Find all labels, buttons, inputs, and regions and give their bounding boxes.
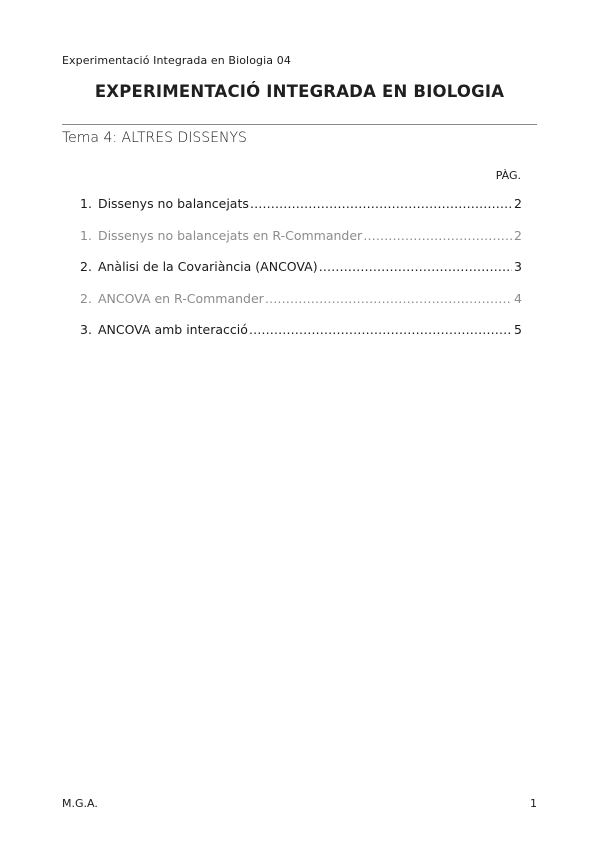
toc-entry-page: 2 bbox=[514, 227, 522, 243]
toc-entry-title: Anàlisi de la Covariància (ANCOVA) bbox=[97, 259, 318, 274]
toc-entry-number: 1. bbox=[80, 227, 92, 243]
footer-page-number: 1 bbox=[530, 797, 537, 810]
toc-entry-1-sub bbox=[80, 228, 522, 260]
toc-entry-title: Dissenys no balancejats bbox=[97, 196, 249, 211]
running-header: Experimentació Integrada en Biologia 04 bbox=[62, 54, 291, 67]
toc-entry-page: 3 bbox=[514, 259, 522, 274]
footer-author: M.G.A. bbox=[62, 797, 98, 810]
toc-dot-leader bbox=[250, 196, 512, 211]
toc-entry-1 bbox=[80, 196, 522, 228]
title-divider bbox=[62, 124, 537, 125]
toc-entry-number: 3. bbox=[80, 322, 92, 337]
toc-dot-leader bbox=[265, 291, 512, 306]
toc-entry-2 bbox=[80, 259, 522, 291]
table-of-contents bbox=[80, 196, 522, 354]
toc-entry-title: ANCOVA amb interacció bbox=[97, 322, 248, 337]
document-title: EXPERIMENTACIÓ INTEGRADA EN BIOLOGIA bbox=[94, 82, 505, 101]
toc-entry-number: 2. bbox=[80, 259, 92, 274]
toc-dot-leader bbox=[319, 259, 512, 274]
toc-page-column-header: PÀG. bbox=[495, 169, 521, 182]
toc-entry-2-sub bbox=[80, 291, 522, 323]
toc-entry-title: ANCOVA en R-Commander bbox=[97, 290, 264, 306]
toc-entry-page: 4 bbox=[514, 290, 522, 306]
toc-entry-title: Dissenys no balancejats en R-Commander bbox=[97, 227, 363, 243]
toc-entry-number: 2. bbox=[80, 290, 92, 306]
toc-entry-number: 1. bbox=[80, 196, 92, 211]
toc-dot-leader bbox=[249, 322, 512, 337]
toc-entry-page: 2 bbox=[514, 196, 522, 211]
toc-entry-3 bbox=[80, 322, 522, 354]
toc-dot-leader bbox=[363, 228, 512, 243]
toc-entry-page: 5 bbox=[514, 322, 522, 337]
topic-heading: Tema 4: ALTRES DISSENYS bbox=[62, 130, 247, 146]
